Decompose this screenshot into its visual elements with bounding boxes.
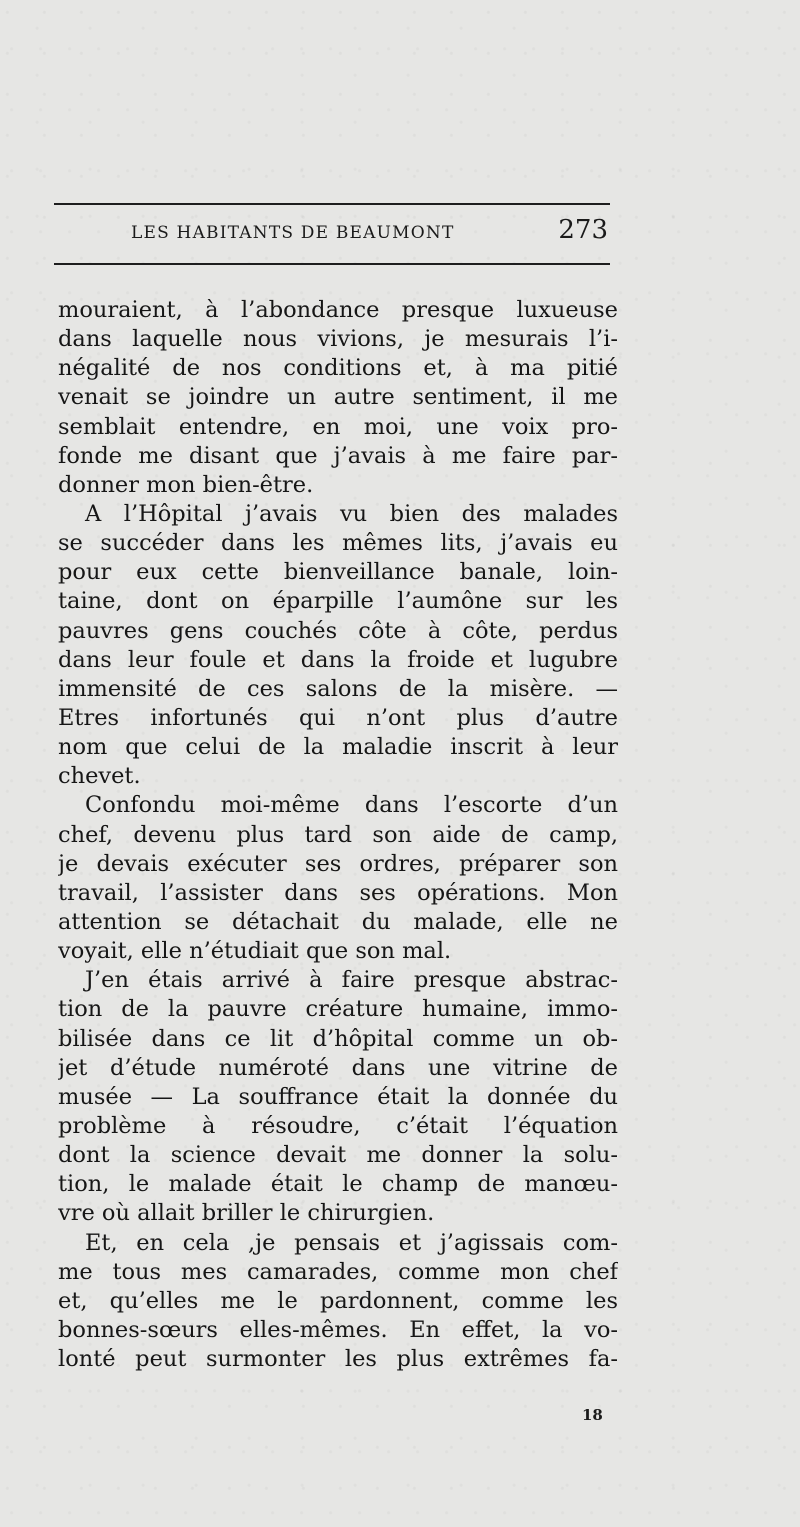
text-line: chef, devenu plus tard son aide de camp, [58, 821, 618, 848]
text-line: immensité de ces salons de la misère. — [58, 675, 618, 702]
text-line: fonde me disant que j’avais à me faire par- [58, 442, 618, 469]
text-line: dans laquelle nous vivions, je mesurais l’i- [58, 326, 618, 353]
text-line: musée — La souffrance était la donnée du [58, 1083, 618, 1110]
text-line: taine, dont on éparpille l’aumône sur les [58, 588, 618, 615]
text-line: dans leur foule et dans la froide et lugubre [58, 646, 618, 673]
text-line: Et, en cela ,je pensais et j’agissais com- [85, 1229, 618, 1256]
text-line: voyait, elle n’étudiait que son mal. [58, 938, 452, 965]
header-rule-top [54, 203, 610, 205]
signature-mark: 18 [582, 1406, 603, 1424]
text-line: pour eux cette bienveillance banale, loin- [58, 559, 618, 586]
text-line: semblait entendre, en moi, une voix pro- [58, 413, 618, 440]
text-line: A l’Hôpital j’avais vu bien des malades [85, 500, 618, 527]
text-line: nom que celui de la maladie inscrit à leur [58, 734, 618, 761]
text-line: tion, le malade était le champ de manœu- [58, 1171, 618, 1198]
text-line: Confondu moi-même dans l’escorte d’un [85, 792, 618, 819]
text-line: bilisée dans ce lit d’hôpital comme un ob- [58, 1025, 618, 1052]
text-line: négalité de nos conditions et, à ma pitié [58, 355, 618, 382]
text-line: problème à résoudre, c’était l’équation [58, 1112, 618, 1139]
body-text [58, 296, 618, 1374]
text-line: dont la science devait me donner la solu- [58, 1142, 618, 1169]
text-line: vre où allait briller le chirurgien. [58, 1200, 435, 1227]
header-rule-bottom [54, 263, 610, 265]
text-line: bonnes-sœurs elles-mêmes. En effet, la vo- [58, 1316, 618, 1343]
text-line: Etres infortunés qui n’ont plus d’autre [58, 704, 618, 731]
text-line: travail, l’assister dans ses opérations. Mon [58, 879, 618, 906]
text-line: lonté peut surmonter les plus extrêmes fa- [58, 1346, 618, 1373]
running-title: LES HABITANTS DE BEAUMONT [131, 223, 455, 243]
text-line: chevet. [58, 763, 141, 790]
text-line: tion de la pauvre créature humaine, immo- [58, 996, 618, 1023]
text-line: donner mon bien-être. [58, 471, 314, 498]
text-line: mouraient, à l’abondance presque luxueuse [58, 297, 618, 323]
text-line: pauvres gens couchés côte à côte, perdus [58, 617, 618, 644]
page-number: 273 [558, 215, 608, 245]
text-line: jet d’étude numéroté dans une vitrine de [58, 1054, 618, 1081]
text-line: me tous mes camarades, comme mon chef [58, 1258, 618, 1285]
text-line: je devais exécuter ses ordres, préparer son [58, 850, 618, 877]
text-line: venait se joindre un autre sentiment, il me [58, 384, 618, 411]
text-line: attention se détachait du malade, elle ne [58, 908, 618, 935]
text-line: J’en étais arrivé à faire presque abstrac- [85, 967, 618, 994]
text-line: et, qu’elles me le pardonnent, comme les [58, 1287, 618, 1314]
text-line: se succéder dans les mêmes lits, j’avais eu [58, 530, 618, 557]
running-head [54, 212, 610, 252]
